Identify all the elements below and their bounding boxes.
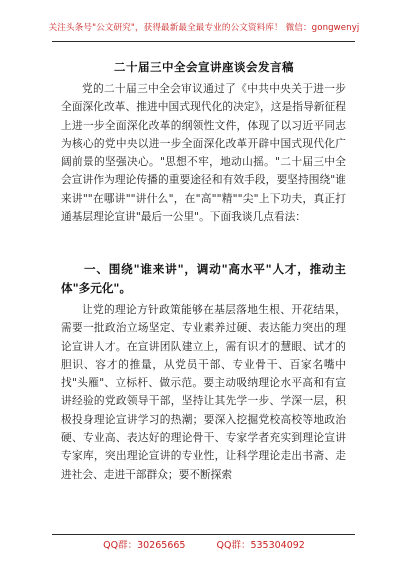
footer-qq-group-1: QQ群：30265665 bbox=[103, 540, 186, 551]
header-divider bbox=[52, 41, 355, 42]
footer-divider bbox=[52, 534, 355, 535]
body-paragraph-intro: 党的二十届三中全会审议通过了《中共中央关于进一步全面深化改革、推进中国式现代化的决定》，这是指导新征程上进一步全面深化改革的纲领性文件，体现了以习近平同志为核心的党中央以进一步全面深化改革开辟中国式现代化广阔前景的坚强决心。"思想不牢，地动山摇。"二十届三中全会宣讲作为理论传播的重要途径和有效手段，要坚持围绕"谁来讲""在哪讲""讲什么"，在"高""精""尖"上下功夫，真正打通基层理论宣讲"最后一公里"。下面我谈几点看法： bbox=[61, 82, 346, 224]
footer-qq-group-2: QQ群：535304092 bbox=[216, 540, 305, 551]
document-title: 二十届三中全会宣讲座谈会发言稿 bbox=[114, 60, 294, 74]
section-heading-1: 一、围绕"谁来讲"，调动"高水平"人才，推动主体"多元化"。 bbox=[61, 262, 346, 295]
body-paragraph-section-1: 让党的理论方针政策能够在基层落地生根、开花结果，需要一批政治立场坚定、专业素养过硬、表达能力突出的理论宣讲人才。在宣讲团队建立上，需有识才的慧眼、试才的胆识、容才的推量，从党员干部、专业骨干、百家名嘴中找"头雁"、立标杆、做示范。要主动吸纳理论水平高和有宣讲经验的党政领导干部，坚持让其先学一步、学深一层，积极投身理论宣讲学习的热潮；要深入挖掘党校高校等地政治硬、专业高、表达好的理论骨干、专家学者充实到理论宣讲专家库，突出理论宣讲的专业性，让科学理论走出书斋、走进社会、走进干部群众；要不断探索 bbox=[61, 303, 346, 481]
footer-contact bbox=[0, 537, 408, 551]
header-promo-note: 关注头条号"公文研究"，获得最新最全最专业的公文资料库！ 微信：gongwenyj bbox=[48, 23, 360, 33]
